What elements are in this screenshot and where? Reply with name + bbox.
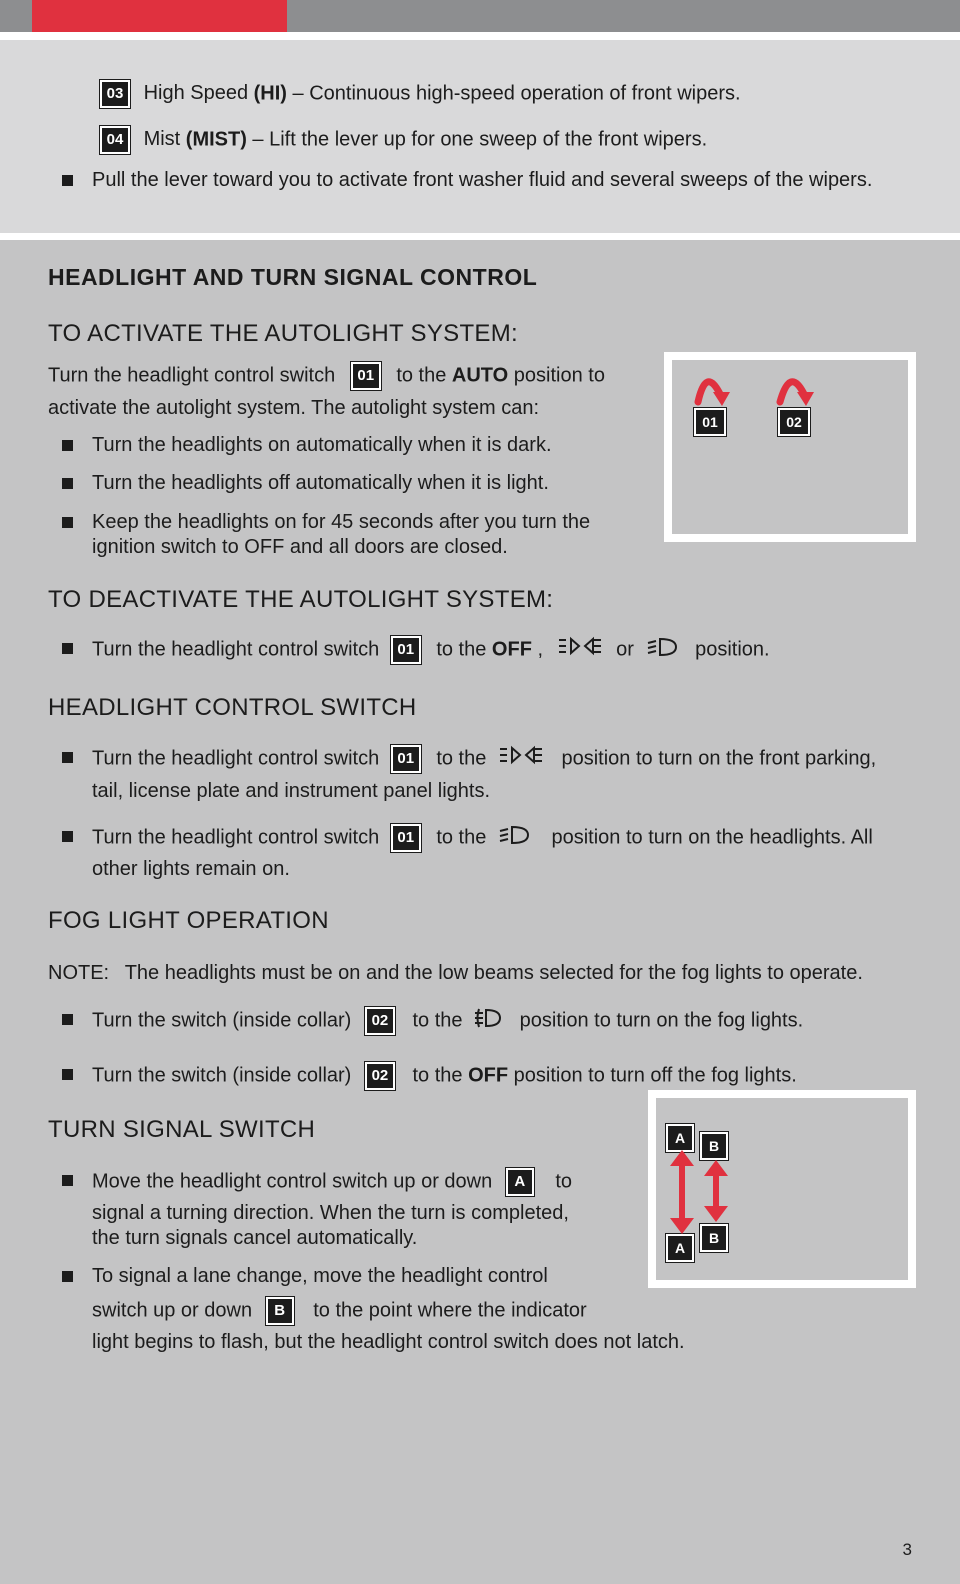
turn-b1-line3: the turn signals cancel automatically. xyxy=(92,1227,418,1249)
deactivate-or: or xyxy=(616,638,634,661)
badge-b: B xyxy=(700,1132,728,1160)
short-double-arrow-icon xyxy=(704,1160,728,1222)
rotation-arrow-icon xyxy=(698,382,730,406)
badge-04: 04 xyxy=(100,126,130,154)
wiper-mist-bold: (MIST) xyxy=(185,128,247,151)
switch-diagram-2 xyxy=(648,1090,916,1288)
bullet-square xyxy=(62,1069,73,1080)
activate-bullet-3-cont: ignition switch to OFF and all doors are closed. xyxy=(92,536,508,558)
rotation-arrow-icon xyxy=(780,382,814,406)
turn-b2-post: to the point where the indicator xyxy=(313,1299,587,1322)
headlight-b1-line1 xyxy=(92,745,876,773)
badge-01: 01 xyxy=(391,745,421,773)
top-banner xyxy=(0,0,960,32)
top-divider xyxy=(0,32,960,40)
turn-heading: TURN SIGNAL SWITCH xyxy=(48,1116,316,1143)
fog-note xyxy=(48,961,863,985)
badge-a: A xyxy=(666,1234,694,1262)
fog-b1-pre: Turn the switch (inside collar) xyxy=(92,1009,352,1032)
badge-a: A xyxy=(666,1124,694,1152)
activate-l1-bold: AUTO xyxy=(451,364,509,387)
fog-b2-post: position to turn off the fog lights. xyxy=(508,1064,797,1087)
activate-l1-pre: Turn the headlight control switch xyxy=(48,364,336,387)
top-banner-accent xyxy=(32,0,287,32)
badge-01: 01 xyxy=(351,362,381,390)
badge-02: 02 xyxy=(365,1007,395,1035)
badge-01: 01 xyxy=(391,824,421,852)
deactivate-comma: , xyxy=(531,638,544,661)
badge-02: 02 xyxy=(365,1062,395,1090)
headlight-b2-mid: to the xyxy=(436,826,487,849)
turn-b1-line2: signal a turning direction. When the turn is completed, xyxy=(92,1202,569,1224)
headlight-b1-mid: to the xyxy=(436,747,487,770)
activate-bullet-3: Keep the headlights on for 45 seconds after you turn the xyxy=(92,511,591,533)
headlight-b1-pre: Turn the headlight control switch xyxy=(92,747,380,770)
fog-light-icon xyxy=(472,1007,502,1031)
wiper-mist-line xyxy=(100,126,707,154)
headlight-icon xyxy=(646,636,678,658)
fog-note-label: NOTE: xyxy=(48,962,110,984)
wiper-pull-text: Pull the lever toward you to activate front washer fluid and several sweeps of the wipers. xyxy=(92,169,873,191)
activate-l1-mid: to the xyxy=(396,364,452,387)
bullet-square xyxy=(62,643,73,654)
badge-02: 02 xyxy=(778,408,810,436)
fog-b2-pre: Turn the switch (inside collar) xyxy=(92,1064,352,1087)
switch-diagram-1 xyxy=(664,352,916,542)
activate-bullet-2: Turn the headlights off automatically when it is light. xyxy=(92,472,549,494)
activate-line-1 xyxy=(48,362,605,390)
turn-b1-line1 xyxy=(92,1168,572,1196)
fog-note-text: The headlights must be on and the low beams selected for the fog lights to operate. xyxy=(124,962,863,984)
bullet-square xyxy=(62,478,73,489)
headlight-b1-line2: tail, license plate and instrument panel lights. xyxy=(92,780,491,802)
turn-b2-line2 xyxy=(92,1297,587,1325)
wiper-hi-bold: (HI) xyxy=(253,82,287,105)
page-number: 3 xyxy=(902,1540,912,1559)
wiper-mist-post: – Lift the lever up for one sweep of the front wipers. xyxy=(246,128,708,151)
wiper-mist-pre: Mist xyxy=(143,128,186,151)
deactivate-bold: OFF xyxy=(491,638,532,661)
headlight-b2-pre: Turn the headlight control switch xyxy=(92,826,380,849)
parking-lights-icon xyxy=(498,745,544,767)
wiper-hi-post: – Continuous high-speed operation of front wipers. xyxy=(286,82,741,105)
deactivate-heading: TO DEACTIVATE THE AUTOLIGHT SYSTEM: xyxy=(48,586,554,613)
bullet-square xyxy=(62,517,73,528)
bullet-square xyxy=(62,440,73,451)
turn-b2-pre: switch up or down xyxy=(92,1299,253,1322)
badge-b: B xyxy=(700,1224,728,1252)
headlight-b1-post: position to turn on the front parking, xyxy=(561,747,877,770)
rotation-arrows-graphic xyxy=(672,360,908,534)
long-double-arrow-icon xyxy=(670,1150,694,1234)
fog-b1-line xyxy=(92,1007,803,1035)
activate-bullet-1: Turn the headlights on automatically when it is dark. xyxy=(92,434,552,456)
badge-b: B xyxy=(266,1297,294,1325)
headlight-b2-line1 xyxy=(92,824,873,852)
bullet-square xyxy=(62,1271,73,1282)
badge-a: A xyxy=(506,1168,534,1196)
wiper-hi-line xyxy=(100,80,741,108)
fog-b1-post: position to turn on the fog lights. xyxy=(519,1009,804,1032)
parking-lights-icon xyxy=(557,636,603,658)
deactivate-pre: Turn the headlight control switch xyxy=(92,638,380,661)
bullet-square xyxy=(62,752,73,763)
activate-l1-post: position to xyxy=(508,364,605,387)
activate-heading: TO ACTIVATE THE AUTOLIGHT SYSTEM: xyxy=(48,320,519,347)
turn-b2-line1: To signal a lane change, move the headlight control xyxy=(92,1265,548,1287)
headlight-switch-heading: HEADLIGHT CONTROL SWITCH xyxy=(48,694,417,721)
activate-line-2: activate the autolight system. The autolight system can: xyxy=(48,397,539,419)
headlight-b2-post: position to turn on the headlights. All xyxy=(551,826,873,849)
section-title: HEADLIGHT AND TURN SIGNAL CONTROL xyxy=(48,264,538,290)
headlight-b2-line2: other lights remain on. xyxy=(92,858,290,880)
fog-b2-bold: OFF xyxy=(468,1064,509,1087)
badge-01: 01 xyxy=(694,408,726,436)
up-down-arrows-graphic xyxy=(656,1098,756,1280)
bullet-square xyxy=(62,1175,73,1186)
fog-b1-mid: to the xyxy=(412,1009,463,1032)
bullet-square xyxy=(62,175,73,186)
turn-b1-post: to xyxy=(555,1170,573,1193)
deactivate-mid: to the xyxy=(436,638,492,661)
bullet-square xyxy=(62,1014,73,1025)
wiper-hi-pre: High Speed xyxy=(143,82,254,105)
headlight-icon xyxy=(498,824,530,846)
turn-b1-pre: Move the headlight control switch up or down xyxy=(92,1170,493,1193)
badge-01: 01 xyxy=(391,636,421,664)
fog-b2-mid: to the xyxy=(412,1064,469,1087)
turn-b2-line3: light begins to flash, but the headlight control switch does not latch. xyxy=(92,1331,685,1353)
fog-b2-line xyxy=(92,1062,797,1090)
bullet-square xyxy=(62,831,73,842)
deactivate-line xyxy=(92,636,770,664)
fog-heading: FOG LIGHT OPERATION xyxy=(48,907,329,934)
badge-03: 03 xyxy=(100,80,130,108)
deactivate-post: position. xyxy=(695,638,770,661)
